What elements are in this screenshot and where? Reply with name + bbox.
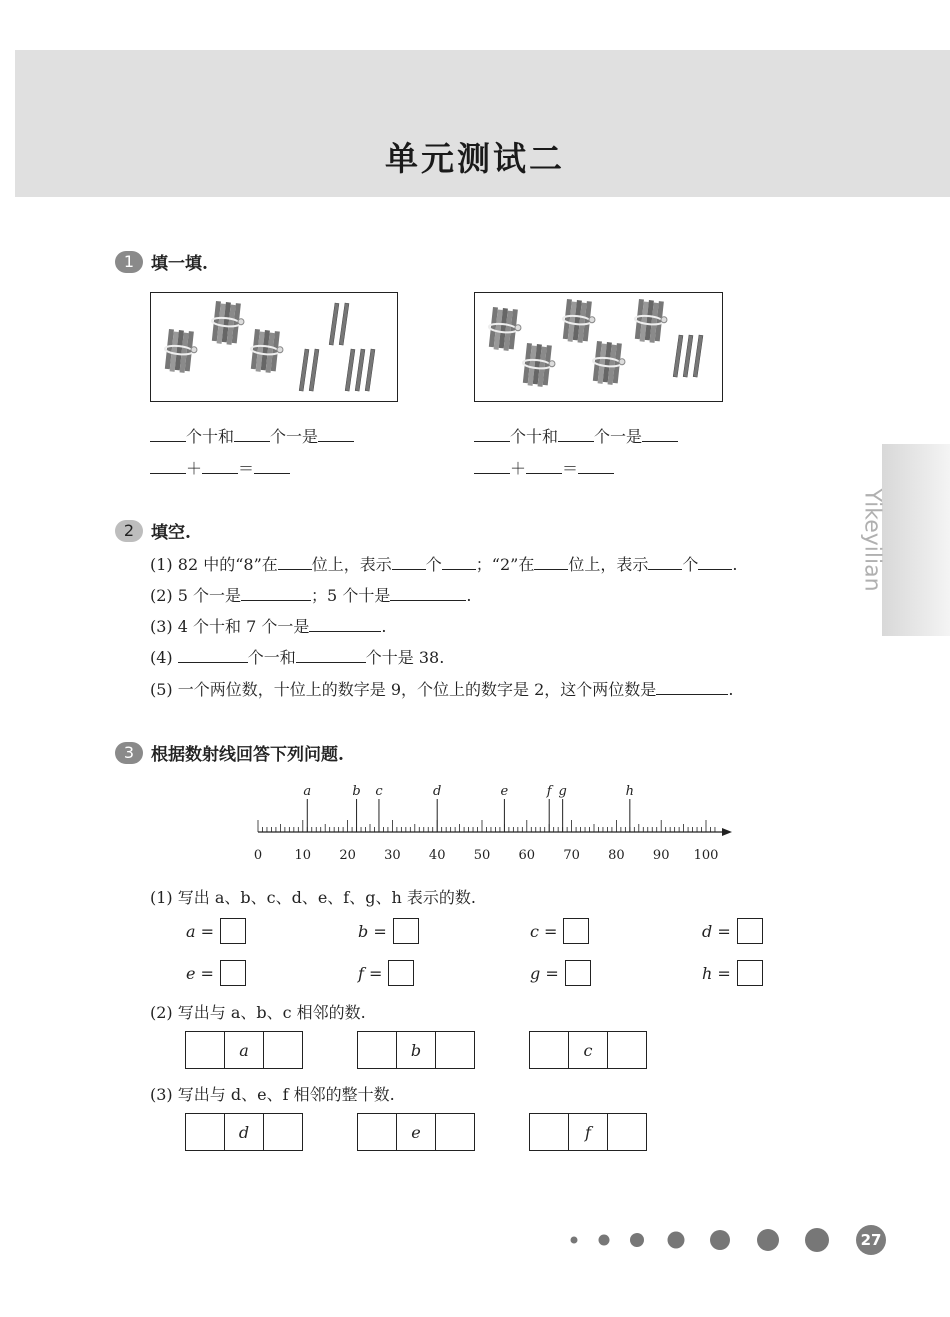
- number-line-label: 20: [339, 848, 356, 863]
- number-line-label: 50: [473, 848, 491, 863]
- answer-blank[interactable]: [534, 555, 568, 570]
- footer-dots: [560, 1225, 890, 1255]
- number-line-marker-label: a: [303, 784, 312, 799]
- q1-left-line-b: ＋ ＝: [150, 456, 290, 479]
- answer-blank[interactable]: [202, 459, 238, 474]
- answer-blank[interactable]: [558, 427, 594, 442]
- answer-blank[interactable]: [234, 427, 270, 442]
- ten-bundle: [561, 299, 597, 344]
- number-line-label: 60: [518, 848, 536, 863]
- q2-item-1: (1) 82 中的“8”在 位上，表示 个 ；“2”在 位上，表示 个 .: [150, 555, 738, 574]
- answer-cell[interactable]: [435, 1032, 474, 1068]
- page-title: 单元测试二: [385, 139, 565, 178]
- answer-blank[interactable]: [648, 555, 682, 570]
- q3-header: [115, 740, 344, 765]
- var-d-field: d =: [702, 918, 763, 944]
- answer-blank[interactable]: [698, 555, 732, 570]
- number-line-marker-label: h: [625, 784, 635, 799]
- footer-dot: [599, 1235, 610, 1246]
- q1-number-badge: 1: [115, 251, 143, 273]
- answer-blank[interactable]: [178, 648, 248, 663]
- var-h-field: h =: [702, 960, 763, 986]
- single-stick: [365, 349, 375, 391]
- q2-title: 填空.: [151, 523, 191, 543]
- q3-sub1: (1) 写出 a、b、c、d、e、f、g、h 表示的数.: [150, 888, 476, 907]
- single-stick: [309, 349, 319, 391]
- single-stick: [355, 349, 365, 391]
- answer-box[interactable]: [388, 960, 414, 986]
- q1-left-line-a: 个十和 个一是: [150, 424, 354, 447]
- answer-blank[interactable]: [309, 617, 381, 632]
- answer-box[interactable]: [565, 960, 591, 986]
- answer-blank[interactable]: [642, 427, 678, 442]
- single-stick: [683, 335, 693, 377]
- q1-header: [115, 249, 208, 274]
- footer-dot: [571, 1237, 578, 1244]
- answer-blank[interactable]: [578, 459, 614, 474]
- var-g-field: g =: [530, 960, 591, 986]
- number-line-marker-label: c: [375, 784, 383, 799]
- tens-box-e: e: [357, 1113, 475, 1151]
- var-a-field: a =: [186, 918, 246, 944]
- answer-blank[interactable]: [656, 680, 728, 695]
- page-number: 27: [856, 1225, 886, 1255]
- tens-box-d: d: [185, 1113, 303, 1151]
- answer-box[interactable]: [737, 960, 763, 986]
- q1-right-line-a: 个十和 个一是: [474, 424, 678, 447]
- answer-blank[interactable]: [296, 648, 366, 663]
- number-line-arrow: [722, 828, 732, 836]
- q2-item-4: (4) 个一和 个十是 38.: [150, 648, 445, 667]
- answer-cell[interactable]: [607, 1114, 646, 1150]
- q1-title: 填一填.: [151, 254, 208, 274]
- single-stick: [693, 335, 703, 377]
- footer-dot: [805, 1228, 829, 1252]
- number-line-label: 30: [384, 848, 401, 863]
- number-line-label: 80: [608, 848, 625, 863]
- answer-blank[interactable]: [318, 427, 354, 442]
- neighbor-box-a: a: [185, 1031, 303, 1069]
- answer-cell[interactable]: [358, 1032, 396, 1068]
- q1-picture-right: [474, 292, 723, 402]
- answer-blank[interactable]: [150, 459, 186, 474]
- q2-header: [115, 518, 191, 543]
- var-c-field: c =: [530, 918, 589, 944]
- q3-title: 根据数射线回答下列问题.: [151, 745, 344, 765]
- q2-item-5: (5) 一个两位数，十位上的数字是 9，个位上的数字是 2，这个两位数是 .: [150, 680, 734, 699]
- answer-cell[interactable]: [358, 1114, 396, 1150]
- side-tab: [882, 444, 950, 636]
- single-stick: [339, 303, 349, 345]
- answer-box[interactable]: [220, 918, 246, 944]
- q2-number-badge: 2: [115, 520, 143, 542]
- number-line-marker-label: f: [546, 784, 552, 799]
- answer-cell[interactable]: [263, 1114, 302, 1150]
- var-f-field: f =: [358, 960, 414, 986]
- number-line-marker-label: b: [352, 784, 361, 799]
- number-line-marker-label: g: [558, 784, 567, 799]
- answer-blank[interactable]: [442, 555, 476, 570]
- side-tab-text: Yikeyilian: [859, 488, 885, 592]
- answer-blank[interactable]: [526, 459, 562, 474]
- number-line-marker-label: d: [433, 784, 442, 799]
- footer-dot: [630, 1233, 644, 1247]
- q2-item-2: (2) 5 个一是 ；5 个十是 .: [150, 586, 472, 605]
- answer-cell[interactable]: [186, 1114, 224, 1150]
- answer-cell[interactable]: [263, 1032, 302, 1068]
- answer-cell[interactable]: [435, 1114, 474, 1150]
- footer-dot: [668, 1232, 685, 1249]
- ten-bundle: [210, 301, 246, 346]
- number-line-label: 40: [428, 848, 446, 863]
- answer-box[interactable]: [220, 960, 246, 986]
- answer-cell[interactable]: [530, 1032, 568, 1068]
- var-e-field: e =: [186, 960, 246, 986]
- tens-box-f: f: [529, 1113, 647, 1151]
- answer-cell[interactable]: [530, 1114, 568, 1150]
- single-stick: [329, 303, 339, 345]
- q1-picture-left: [150, 292, 398, 402]
- ten-bundle: [591, 341, 627, 386]
- ten-bundle: [249, 329, 285, 374]
- number-line-label: 10: [294, 848, 312, 863]
- footer-dot: [710, 1230, 730, 1250]
- answer-box[interactable]: [737, 918, 763, 944]
- answer-blank[interactable]: [241, 586, 311, 601]
- answer-blank[interactable]: [254, 459, 290, 474]
- answer-box[interactable]: [393, 918, 419, 944]
- number-line-label: 90: [652, 848, 670, 863]
- ten-bundle: [633, 299, 669, 344]
- ten-bundle: [521, 343, 557, 388]
- q3-sub3: (3) 写出与 d、e、f 相邻的整十数.: [150, 1085, 395, 1104]
- answer-blank[interactable]: [392, 555, 426, 570]
- number-line-label: 100: [693, 848, 719, 863]
- q1-right-line-b: ＋ ＝: [474, 456, 614, 479]
- sticks-bundle-icon: [151, 293, 397, 401]
- answer-blank[interactable]: [150, 427, 186, 442]
- neighbor-box-c: c: [529, 1031, 647, 1069]
- ten-bundle: [163, 329, 199, 374]
- number-line: [240, 778, 740, 870]
- answer-blank[interactable]: [474, 427, 510, 442]
- q3-number-badge: 3: [115, 742, 143, 764]
- ten-bundle: [487, 307, 523, 352]
- q3-sub2: (2) 写出与 a、b、c 相邻的数.: [150, 1003, 366, 1022]
- answer-blank[interactable]: [474, 459, 510, 474]
- footer-dot: [757, 1229, 779, 1251]
- neighbor-box-b: b: [357, 1031, 475, 1069]
- sticks-bundle-icon: [475, 293, 722, 401]
- var-b-field: b =: [358, 918, 419, 944]
- answer-cell[interactable]: [186, 1032, 224, 1068]
- number-line-label: 70: [563, 848, 580, 863]
- number-line-label: 0: [253, 848, 263, 863]
- answer-blank[interactable]: [278, 555, 312, 570]
- number-line-marker-label: e: [500, 784, 509, 799]
- single-stick: [673, 335, 683, 377]
- answer-blank[interactable]: [390, 586, 466, 601]
- answer-box[interactable]: [563, 918, 589, 944]
- answer-cell[interactable]: [607, 1032, 646, 1068]
- single-stick: [299, 349, 309, 391]
- q2-item-3: (3) 4 个十和 7 个一是 .: [150, 617, 387, 636]
- single-stick: [345, 349, 355, 391]
